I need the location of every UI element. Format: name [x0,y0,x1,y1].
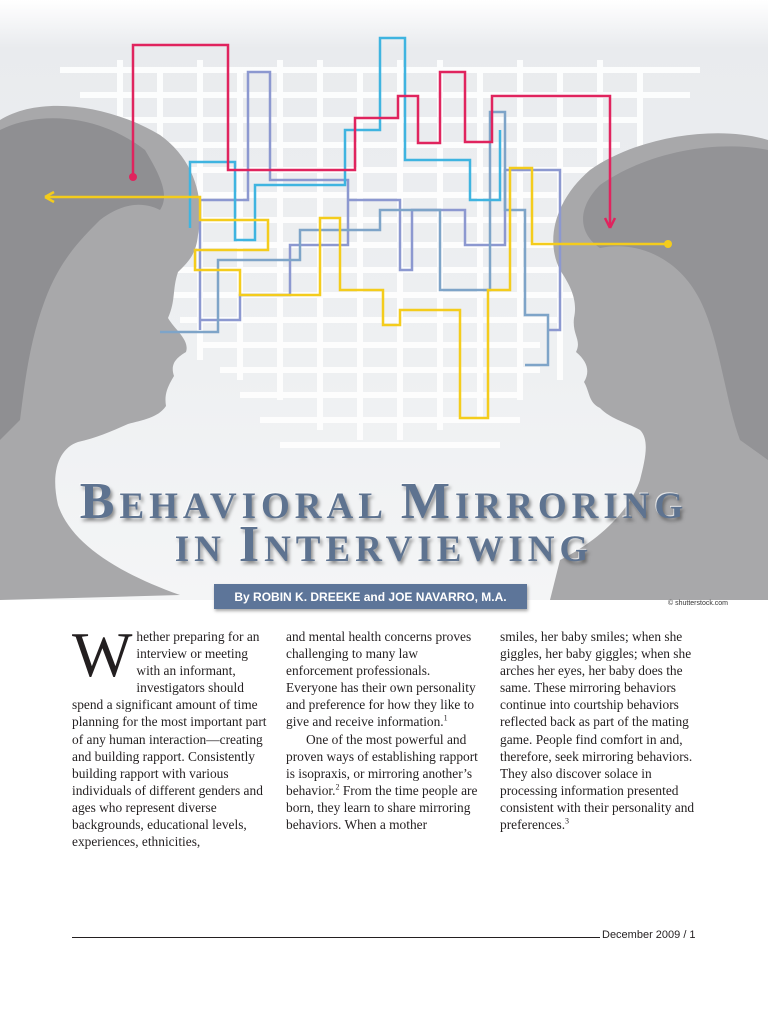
title-initial-i: I [238,516,265,573]
body-paragraph [286,731,481,834]
footnote-ref: 3 [565,816,570,826]
body-text: From the time people are born, they learn to share mirroring behaviors. When a mother [286,782,478,833]
body-text: hether preparing for an interview or meeting with an informant, investigators should spend a significant amount of time planning for the most important part of any human interaction—creating and building rapport. Consistently building rapport with various individuals of different genders and ages who represent diverse backgrounds, educational levels, experiences, ethnicities, [72,629,267,850]
footnote-ref: 1 [443,714,448,723]
article-title-line-2 [0,515,768,580]
footer-rule [72,937,600,938]
author-byline: By ROBIN K. DREEKE and JOE NAVARRO, M.A. [214,584,527,609]
page-footer: December 2009 / 1 [602,929,696,941]
article-column-3 [500,628,696,833]
body-paragraph [286,628,481,731]
article-column-1 [72,619,268,850]
body-text: and mental health concerns proves challenging to many law enforcement professionals. Everyone has their own personality and preference for how they like to give and receive information. [286,629,476,730]
body-text: One of the most powerful and proven ways of establishing rapport is isopraxis, or mirroring another’s behavior. [286,731,478,798]
article-column-2 [286,628,481,833]
title-initial-m: M [400,473,455,530]
title-word-behavioral: EHAVIORAL [119,486,388,527]
title-word-interviewing: NTERVIEWING [264,529,594,570]
drop-cap: W [72,619,133,690]
body-text: smiles, her baby smiles; when she giggles, her baby giggles; when she arches her eyes, her baby does the same. These mirroring behaviors continue into courtship behaviors reflected back as part of the mating game. People find comfort in and, therefore, seek mirroring behaviors. They also discover solace in processing information presented consistent with their personality and preferences. [500,629,695,833]
photo-credit: © shutterstock.com [668,600,729,607]
body-paragraph [500,628,696,833]
footnote-ref: 2 [335,782,340,792]
body-paragraph [72,619,268,850]
title-word-in: IN [174,529,226,570]
title-word-mirroring: IRRORING [454,486,689,527]
title-initial-b: B [79,473,120,530]
